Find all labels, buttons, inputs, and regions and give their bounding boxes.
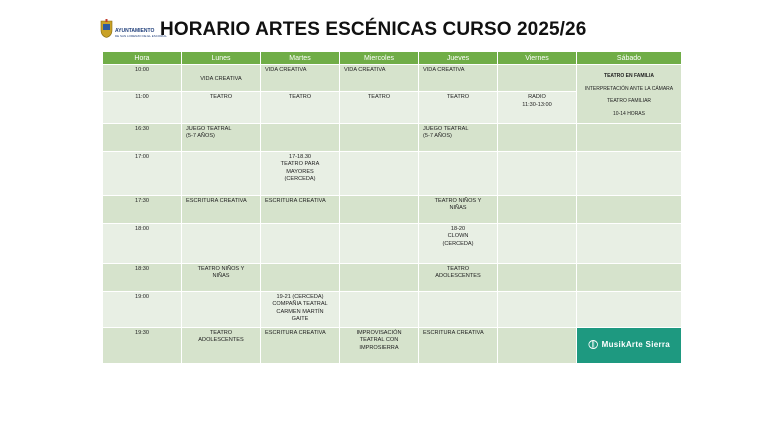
cell-jueves: 18-20 CLOWN (CERCEDA) [419,224,498,264]
cell-lunes [182,292,261,328]
cell-lunes: JUEGO TEATRAL (5-7 AÑOS) [182,124,261,152]
header-martes: Martes [261,52,340,65]
header-hora: Hora [103,52,182,65]
cell-viernes [498,196,577,224]
table-row [103,152,682,196]
table-row [103,124,682,152]
cell-miercoles [340,292,419,328]
header-row [103,52,682,65]
page-title: HORARIO ARTES ESCÉNICAS CURSO 2025/26 [160,19,587,40]
cell-viernes [498,65,577,92]
cell-lunes: ESCRITURA CREATIVA [182,196,261,224]
cell-miercoles [340,124,419,152]
musikarte-logo [577,332,681,360]
cell-miercoles [340,152,419,196]
cell-jueves: VIDA CREATIVA [419,65,498,92]
municipal-logo [100,19,167,45]
cell-sabado [577,196,682,224]
cell-viernes: RADIO 11:30-13:00 [498,92,577,124]
table-row [103,264,682,292]
table-row [103,328,682,364]
cell-viernes [498,152,577,196]
cell-martes: 17-18.30 TEATRO PARA MAYORES (CERCEDA) [261,152,340,196]
cell-jueves: JUEGO TEATRAL (5-7 AÑOS) [419,124,498,152]
header-jueves: Jueves [419,52,498,65]
table-row [103,224,682,264]
cell-martes [261,264,340,292]
hora-cell: 18:30 [103,264,182,292]
cell-miercoles: VIDA CREATIVA [340,65,419,92]
cell-sabado [577,292,682,328]
logo-line-1: AYUNTAMIENTO [115,28,155,34]
sabado-line-1: INTERPRETACIÓN ANTE LA CÁMARA [584,85,674,92]
hora-cell: 16:30 [103,124,182,152]
hora-cell: 18:00 [103,224,182,264]
coat-of-arms-icon [100,19,113,38]
hora-cell: 17:00 [103,152,182,196]
cell-jueves [419,292,498,328]
music-symbol-icon: ⦷ [587,337,599,353]
sabado-line-2: TEATRO FAMILIAR [606,98,652,104]
cell-martes [261,224,340,264]
cell-lunes [182,152,261,196]
cell-jueves: ESCRITURA CREATIVA [419,328,498,364]
hora-cell: 17:30 [103,196,182,224]
cell-martes: ESCRITURA CREATIVA [261,196,340,224]
cell-lunes: TEATRO NIÑOS Y NIÑAS [182,264,261,292]
cell-martes [261,124,340,152]
cell-martes: VIDA CREATIVA [261,65,340,92]
brand-cell [577,328,682,364]
cell-viernes [498,124,577,152]
hora-cell: 19:00 [103,292,182,328]
header-viernes: Viernes [498,52,577,65]
cell-sabado [577,152,682,196]
sabado-block [577,65,682,124]
header-sabado: Sábado [577,52,682,65]
cell-miercoles [340,224,419,264]
table-row [103,65,682,92]
cell-jueves: TEATRO NIÑOS Y NIÑAS [419,196,498,224]
table-row [103,196,682,224]
logo-line-2: DE SAN LORENZO DE EL ESCORIAL [115,34,167,38]
header-lunes: Lunes [182,52,261,65]
cell-lunes: TEATRO ADOLESCENTES [182,328,261,364]
cell-sabado [577,124,682,152]
cell-viernes [498,264,577,292]
schedule-table [102,51,682,364]
cell-lunes: VIDA CREATIVA [182,65,261,92]
cell-jueves [419,152,498,196]
cell-sabado [577,224,682,264]
cell-martes: 19-21 (CERCEDA) COMPAÑIA TEATRAL CARMEN MARTÍN GAITE [261,292,340,328]
cell-viernes [498,328,577,364]
cell-miercoles [340,264,419,292]
brand-text: MusikArte Sierra [601,340,671,350]
cell-martes: ESCRITURA CREATIVA [261,328,340,364]
hora-cell: 11:00 [103,92,182,124]
cell-viernes [498,224,577,264]
cell-martes: TEATRO [261,92,340,124]
header-miercoles: Miercoles [340,52,419,65]
hora-cell: 10:00 [103,65,182,92]
cell-miercoles: TEATRO [340,92,419,124]
table-row [103,292,682,328]
cell-miercoles: IMPROVISACIÓN TEATRAL CON IMPROSIERRA [340,328,419,364]
sabado-title: TEATRO EN FAMILIA [604,73,654,79]
cell-jueves: TEATRO [419,92,498,124]
cell-sabado [577,264,682,292]
cell-lunes [182,224,261,264]
cell-miercoles [340,196,419,224]
cell-lunes: TEATRO [182,92,261,124]
hora-cell: 19:30 [103,328,182,364]
cell-jueves: TEATRO ADOLESCENTES [419,264,498,292]
sabado-line-3: 10-14 HORAS [613,110,645,117]
cell-viernes [498,292,577,328]
